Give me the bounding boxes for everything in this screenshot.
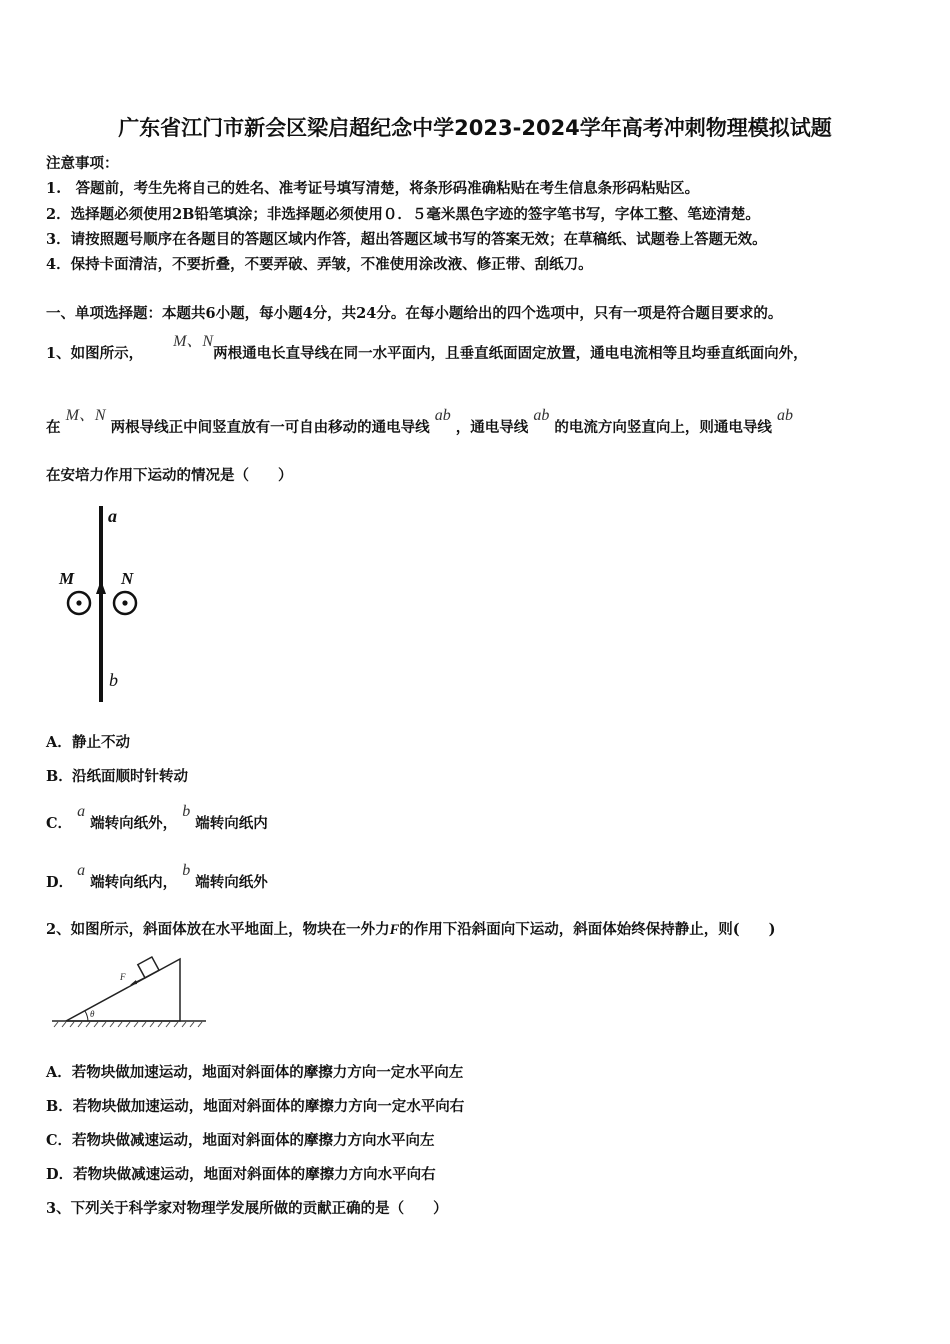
label-m: M: [59, 569, 75, 588]
q1-option-b: B．沿纸面顺时针转动: [46, 768, 188, 785]
section-heading: 一、单项选择题：本题共6小题，每小题4分，共24分。在每小题给出的四个选项中，只有一项是符合题目要求的。: [46, 305, 783, 322]
label-n: N: [121, 569, 134, 588]
q1-mn-symbol: M、N: [65, 407, 106, 424]
force-arrowhead-icon: [130, 980, 137, 985]
q2-option-b: B．若物块做加速运动，地面对斜面体的摩擦力方向一定水平向右: [46, 1098, 465, 1115]
q1-text: 1、如图所示，: [46, 345, 144, 362]
block: [138, 957, 159, 978]
q1-text: ，通电导线: [455, 419, 529, 436]
notice-item-2: 2．选择题必须使用2B铅笔填涂；非选择题必须使用０．５毫米黑色字迹的签字笔书写，字体工整、笔迹清楚。: [46, 206, 760, 223]
q2-option-a: A．若物块做加速运动，地面对斜面体的摩擦力方向一定水平向左: [46, 1064, 464, 1081]
q3-stem: 3、下列关于科学家对物理学发展所做的贡献正确的是（ ）: [46, 1200, 448, 1217]
q2-stem: 2、如图所示，斜面体放在水平地面上，物块在一外力F的作用下沿斜面向下运动，斜面体始终保持静止，则( ): [46, 921, 776, 938]
q2-option-d: D．若物块做减速运动，地面对斜面体的摩擦力方向水平向右: [46, 1166, 436, 1183]
q1-stem-line2: [46, 407, 793, 437]
q1-option-d: D． a 端转向纸内， b 端转向纸外: [46, 862, 268, 891]
q1-ab-symbol: ab: [434, 407, 451, 424]
theta-label: θ: [90, 1009, 95, 1019]
angle-arc: [85, 1011, 88, 1021]
wire-n-dot: [122, 600, 127, 605]
label-b: b: [109, 670, 118, 690]
wire-m-dot: [76, 600, 81, 605]
q1-option-a: A．静止不动: [46, 734, 130, 751]
current-arrow-icon: [96, 580, 106, 594]
q1-text: 的电流方向竖直向上，则通电导线: [554, 419, 772, 436]
q1-figure: [55, 500, 155, 710]
force-label: F: [120, 972, 126, 982]
notice-item-1: 1. 答题前，考生先将自己的姓名、准考证号填写清楚，将条形码准确粘贴在考生信息条形码粘贴区。: [46, 180, 700, 197]
q1-text: 两根导线正中间竖直放有一可自由移动的通电导线: [110, 419, 430, 436]
q1-ab-symbol: ab: [533, 407, 550, 424]
notice-heading: 注意事项：: [46, 155, 119, 172]
q2-force-symbol: F: [389, 922, 400, 938]
q1-stem-line3: 在安培力作用下运动的情况是（ ）: [46, 467, 293, 484]
notice-item-4: 4．保持卡面清洁，不要折叠，不要弄破、弄皱，不准使用涂改液、修正带、刮纸刀。: [46, 256, 593, 273]
q1-text: 两根通电长直导线在同一水平面内，且垂直纸面固定放置，通电电流相等且均垂直纸面向外，: [213, 345, 808, 362]
page-title: 广东省江门市新会区梁启超纪念中学2023-2024学年高考冲刺物理模拟试题: [118, 116, 832, 140]
q1-ab-symbol: ab: [776, 407, 793, 424]
q1-mn-symbol: M、N: [173, 333, 214, 350]
q1-option-c: C． a 端转向纸外， b 端转向纸内: [46, 803, 268, 832]
q1-stem-line1: [46, 333, 808, 363]
q2-incline-figure: [48, 950, 218, 1030]
notice-item-3: 3．请按照题号顺序在各题目的答题区域内作答，超出答题区域书写的答案无效；在草稿纸、试题卷上答题无效。: [46, 231, 767, 248]
q1-text: 在: [46, 419, 61, 436]
q2-option-c: C．若物块做减速运动，地面对斜面体的摩擦力方向水平向左: [46, 1132, 435, 1149]
incline-body: [66, 959, 180, 1021]
label-a: a: [108, 506, 117, 526]
